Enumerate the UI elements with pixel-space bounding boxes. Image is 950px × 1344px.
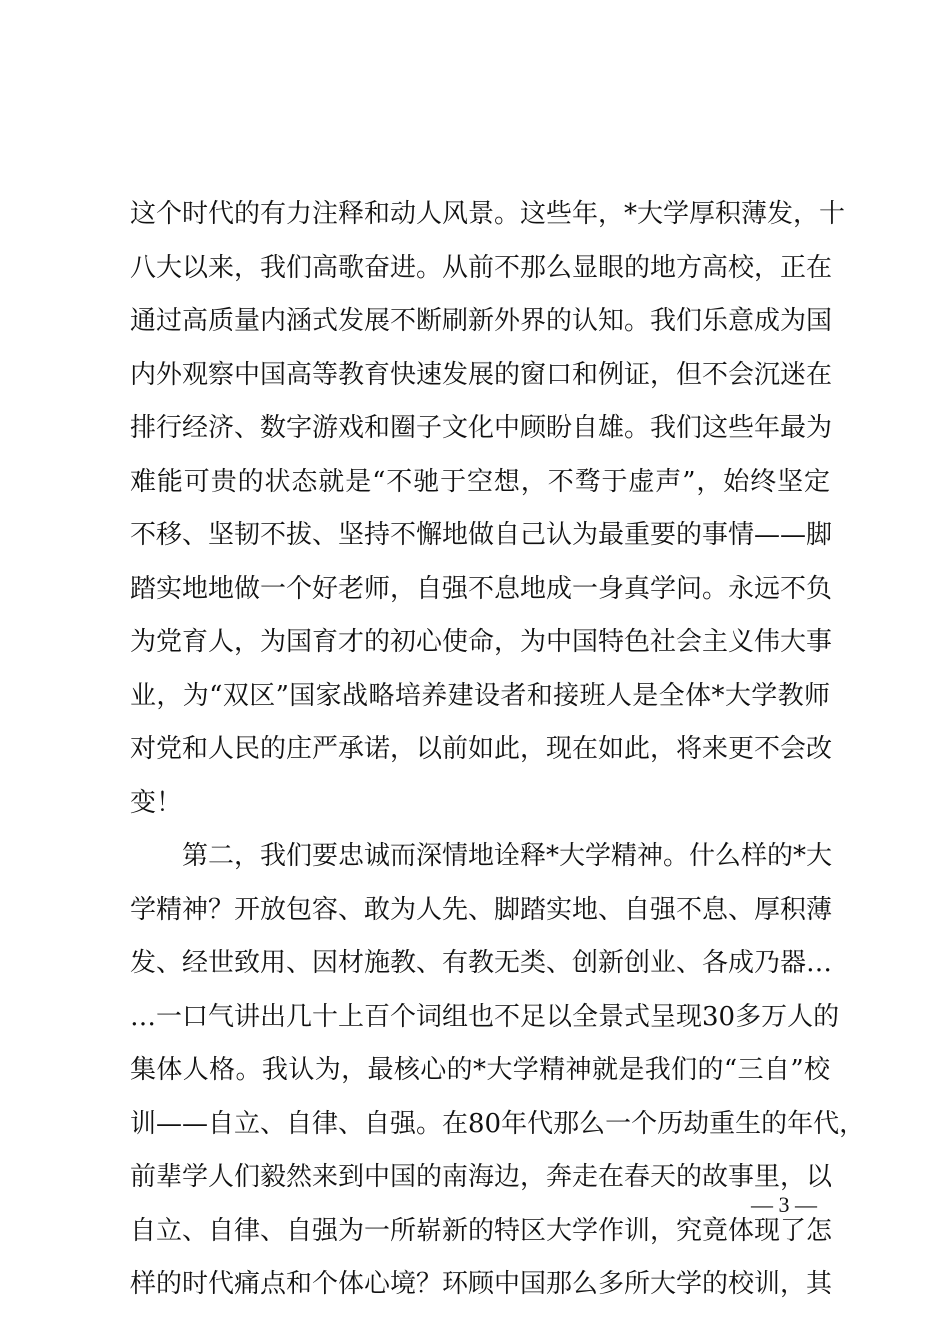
text-line: …一口气讲出几十上百个词组也不足以全景式呈现30多万人的 [130,1001,840,1032]
text-line: 发、经世致用、因材施教、有教无类、创新创业、各成乃器… [130,948,833,978]
text-line: 内外观察中国高等教育快速发展的窗口和例证，但不会沉迷在 [130,359,833,390]
text-line: 这个时代的有力注释和动人风景。这些年，*大学厚积薄发，十 [130,199,846,229]
text-line: 学精神？开放包容、敢为人先、脚踏实地、自强不息、厚积薄 [130,894,833,925]
text-line: 训——自立、自律、自强。在80年代那么一个历劫重生的年代， [130,1108,866,1139]
text-line: 对党和人民的庄严承诺，以前如此，现在如此，将来更不会改 [130,734,833,764]
text-line: 难能可贵的状态就是“不驰于空想，不骛于虚声”，始终坚定 [130,466,830,497]
text-line: 踏实地地做一个好老师，自强不息地成一身真学问。永远不负 [130,573,833,604]
text-line: 为党育人，为国育才的初心使命，为中国特色社会主义伟大事 [130,627,833,657]
text-line: 通过高质量内涵式发展不断刷新外界的认知。我们乐意成为国 [130,306,833,336]
text-line: 排行经济、数字游戏和圈子文化中顾盼自雄。我们这些年最为 [130,413,833,443]
paragraph-end-line: 变！ [130,787,183,818]
text-line: 不移、坚韧不拔、坚持不懈地做自己认为最重要的事情——脚 [130,520,833,550]
text-line: 八大以来，我们高歌奋进。从前不那么显眼的地方高校，正在 [130,252,833,283]
text-line: 前辈学人们毅然来到中国的南海边，奔走在春天的故事里，以 [130,1162,833,1192]
text-line: 集体人格。我认为，最核心的*大学精神就是我们的“三自”校 [130,1055,830,1085]
body-text [130,188,866,1312]
text-line: 自立、自律、自强为一所崭新的特区大学作训，究竟体现了怎 [130,1215,833,1246]
paragraph-start-line: 第二，我们要忠诚而深情地诠释*大学精神。什么样的*大 [182,841,833,871]
page-number: — 3 — [751,1192,817,1217]
text-line: 样的时代痛点和个体心境？环顾中国那么多所大学的校训，其 [130,1269,833,1299]
text-line: 业，为“双区”国家战略培养建设者和接班人是全体*大学教师 [130,680,830,711]
